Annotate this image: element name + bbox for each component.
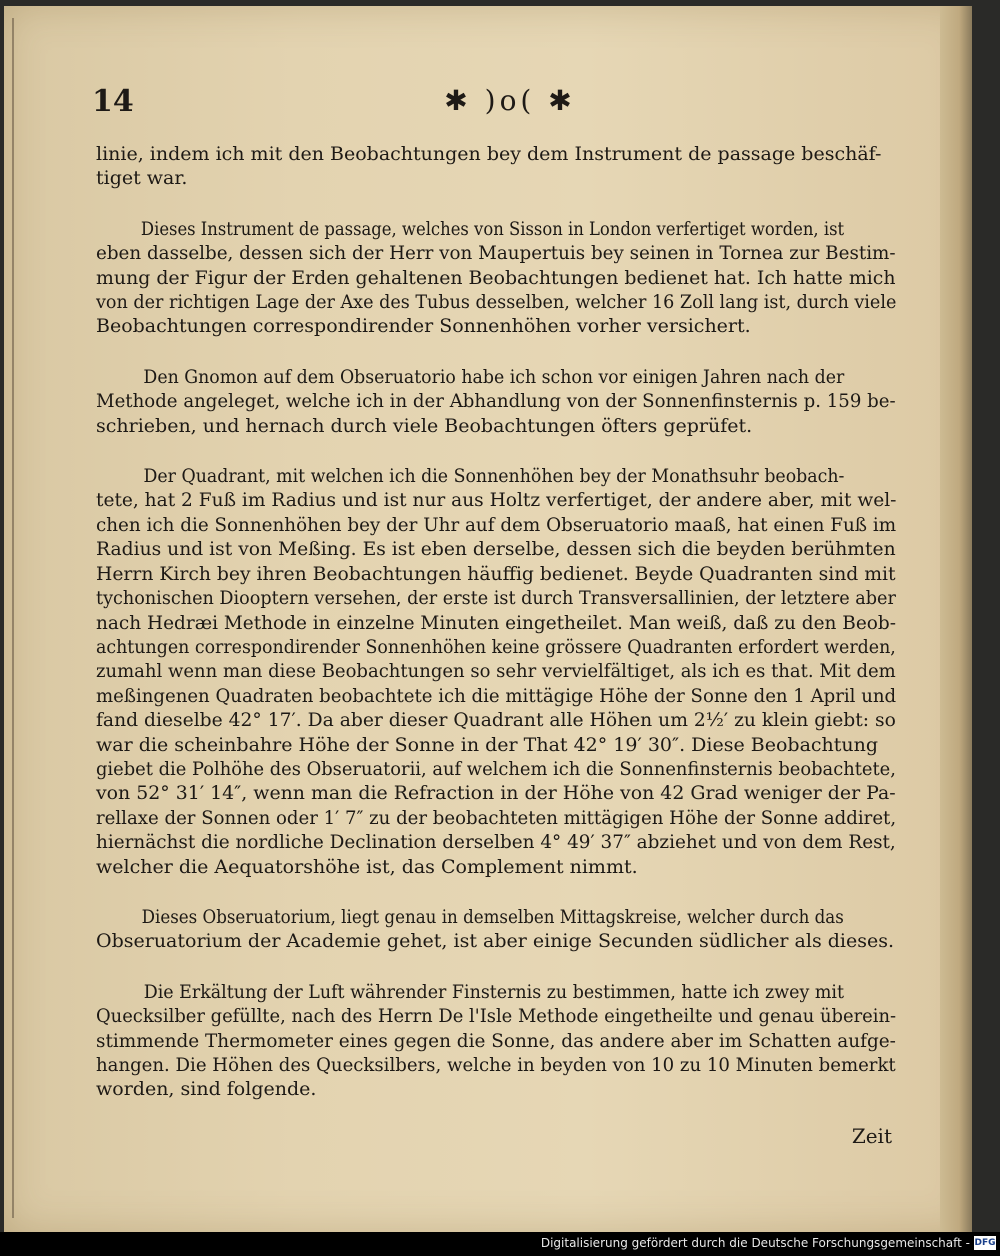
text-line: worden, sind folgende. (96, 1078, 317, 1101)
text-line: fand dieselbe 42° 17′. Da aber dieser Quadrant alle Höhen um 2½′ zu klein giebt: so (96, 709, 896, 732)
paragraph (96, 905, 896, 954)
text-line: chen ich die Sonnenhöhen bey der Uhr auf dem Obseruatorio maaß, hat einen Fuß im (96, 513, 897, 536)
text-line: rellaxe der Sonnen oder 1′ 7″ zu der beobachteten mittägigen Höhe der Sonne addiret, (96, 806, 897, 829)
text-line: nach Hedræi Methode in einzelne Minuten eingetheilet. Man weiß, daß zu den Beob- (96, 611, 896, 634)
catchword: Zeit (851, 1124, 892, 1148)
text-line: Den Gnomon auf dem Obseruatorio habe ich schon vor einigen Jahren nach der (143, 365, 845, 388)
text-line: von 52° 31′ 14″, wenn man die Refraction in der Höhe von 42 Grad weniger der Pa- (96, 782, 896, 805)
text-line: Dieses Obseruatorium, liegt genau in demselben Mittagskreise, welcher durch das (141, 905, 844, 928)
text-line: Beobachtungen correspondirender Sonnenhöhen vorher versichert. (96, 315, 751, 338)
text-line: Die Erkältung der Luft währender Finsternis zu bestimmen, hatte ich zwey mit (143, 980, 844, 1003)
page-header (92, 84, 882, 128)
text-line: Dieses Instrument de passage, welches von Sisson in London verfertiget worden, ist (140, 217, 845, 240)
body-text (96, 142, 896, 1128)
page-number: 14 (92, 84, 134, 119)
text-line: Herrn Kirch bey ihren Beobachtungen häuffig bedienet. Beyde Quadranten sind mit (96, 562, 896, 585)
text-line: achtungen correspondirender Sonnenhöhen keine grössere Quadranten erfordert werden, (96, 635, 896, 658)
text-line: Der Quadrant, mit welchen ich die Sonnenhöhen bey der Monathsuhr beobach- (143, 465, 845, 488)
paragraph (96, 217, 896, 339)
header-ornament: ✱ )o( ✱ (444, 84, 576, 117)
footer-credit: Digitalisierung gefördert durch die Deutsche Forschungsgemeinschaft - (540, 1236, 970, 1250)
footer-bar (0, 1232, 1000, 1256)
text-line: schrieben, und hernach durch viele Beobachtungen öfters geprüfet. (96, 414, 753, 437)
paragraph (96, 142, 896, 191)
text-line: eben dasselbe, dessen sich der Herr von Maupertuis bey seinen in Tornea zur Bestim- (96, 242, 896, 265)
text-line: war die scheinbahre Höhe der Sonne in der That 42° 19′ 30″. Diese Beobachtung (96, 733, 879, 756)
text-line: tiget war. (96, 167, 188, 190)
text-line: hangen. Die Höhen des Quecksilbers, welche in beyden von 10 zu 10 Minuten bemerkt (96, 1054, 896, 1076)
text-line: giebet die Polhöhe des Obseruatorii, auf welchem ich die Sonnenfinsternis beobachtete, (96, 757, 896, 780)
text-line: tete, hat 2 Fuß im Radius und ist nur aus Holtz verfertiget, der andere aber, mit wel- (96, 489, 897, 512)
text-line: welcher die Aequatorshöhe ist, das Complement nimmt. (96, 855, 638, 878)
text-line: zumahl wenn man diese Beobachtungen so sehr vervielfältiget, als ich es that. Mit dem (96, 660, 896, 683)
text-line: Quecksilber gefüllte, nach des Herrn De l'Isle Methode eingetheilte und genau überein- (96, 1005, 897, 1028)
text-line: Methode angeleget, welche ich in der Abhandlung von der Sonnenfinsternis p. 159 be- (96, 390, 896, 413)
paragraph (96, 365, 896, 438)
text-line: von der richtigen Lage der Axe des Tubus desselben, welcher 16 Zoll lang ist, durch viele (96, 291, 897, 314)
text-line: hiernächst die nordliche Declination derselben 4° 49′ 37″ abziehet und von dem Rest, (96, 831, 896, 854)
dfg-logo-icon: DFG (974, 1238, 996, 1248)
text-line: tychonischen Diooptern versehen, der erste ist durch Transversallinien, der letztere aber (96, 587, 896, 610)
text-line: mung der Figur der Erden gehaltenen Beobachtungen bedienet hat. Ich hatte mich (96, 266, 896, 289)
text-line: stimmende Thermometer eines gegen die Sonne, das andere aber im Schatten aufge- (96, 1029, 896, 1052)
text-line: meßingenen Quadraten beobachtete ich die mittägige Höhe der Sonne den 1 April und (96, 684, 897, 707)
page-edge (940, 6, 972, 1232)
paragraph (96, 464, 896, 879)
text-line: linie, indem ich mit den Beobachtungen bey dem Instrument de passage beschäf- (96, 143, 882, 165)
text-line: Radius und ist von Meßing. Es ist eben derselbe, dessen sich die beyden berühmten (96, 538, 896, 561)
paragraph (96, 980, 896, 1102)
text-line: Obseruatorium der Academie gehet, ist aber einige Secunden südlicher als dieses. (96, 930, 895, 953)
page-binding-line (12, 18, 14, 1218)
